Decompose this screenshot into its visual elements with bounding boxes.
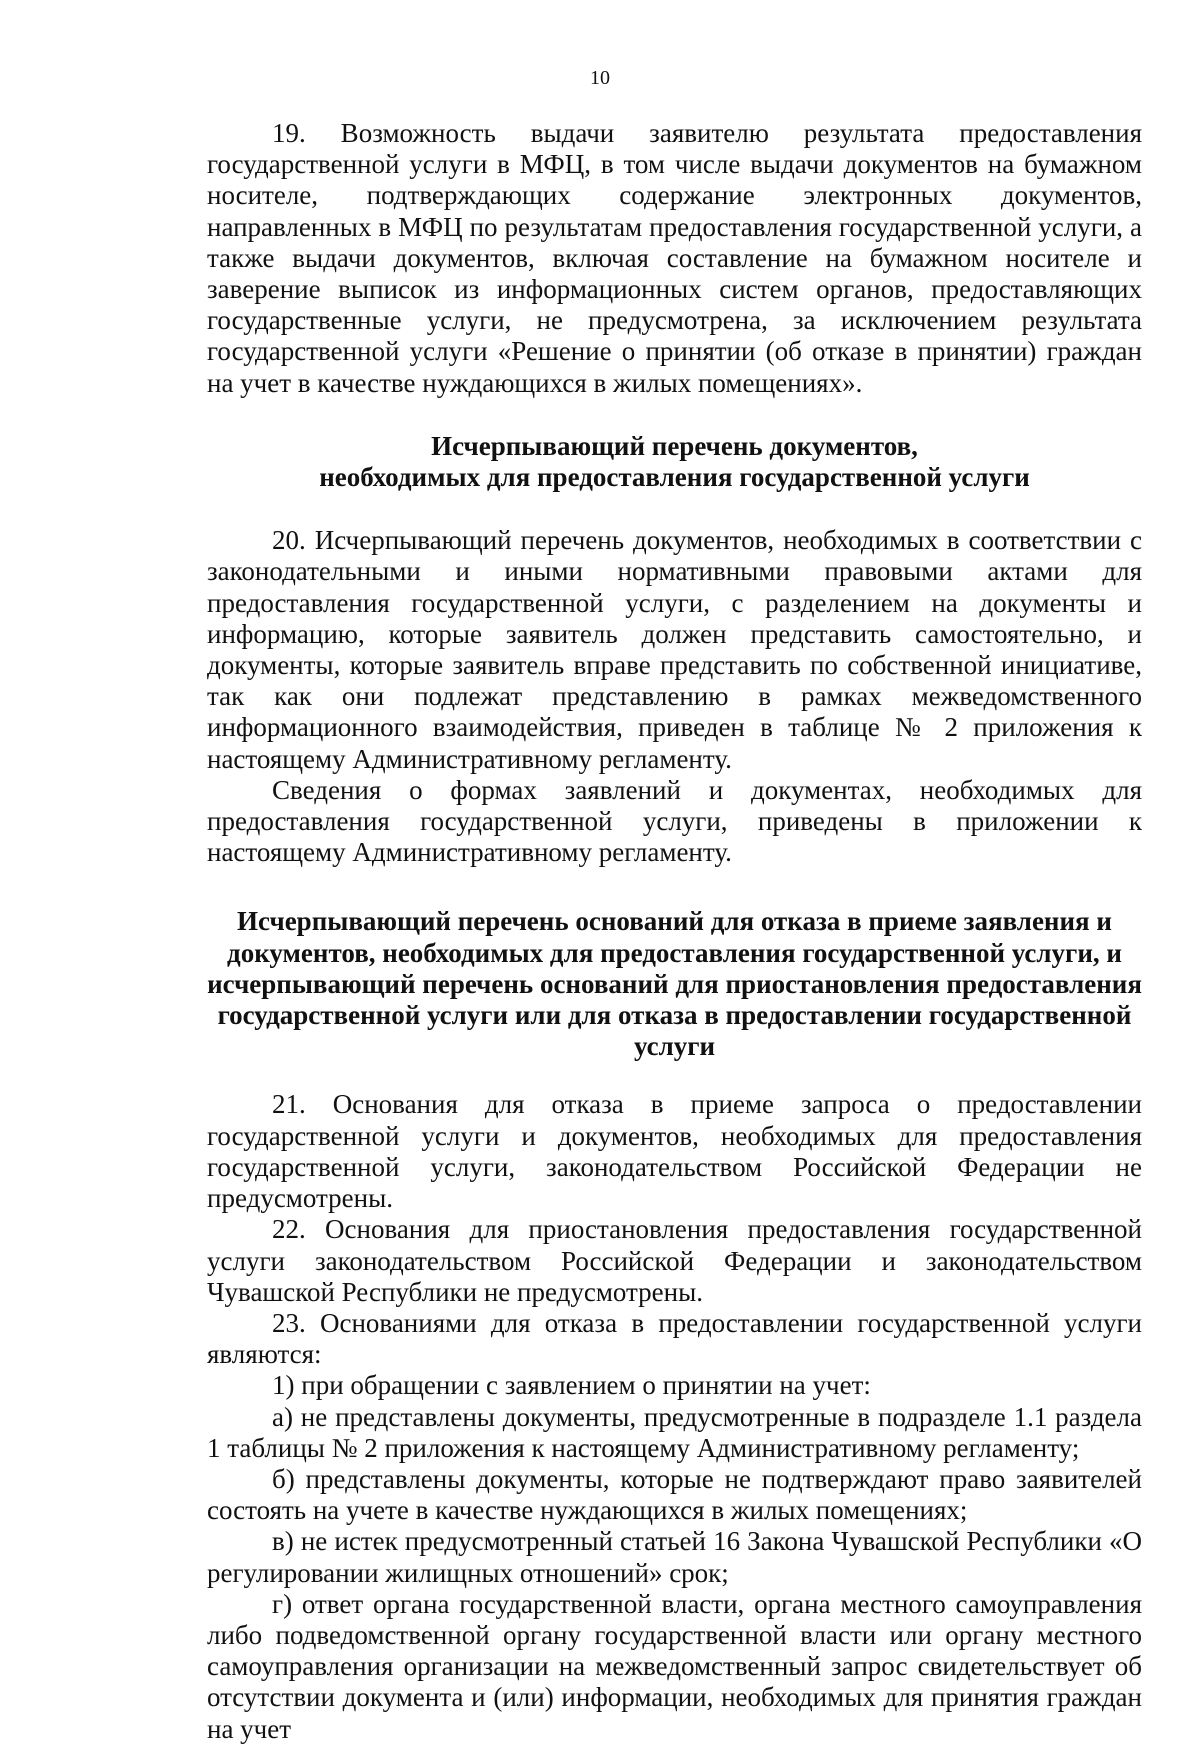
list-item-a: а) не представлены документы, предусмотренные в подразделе 1.1 раздела 1 таблицы № 2 приложения к настоящему Административному регламенту; — [207, 1401, 1142, 1463]
section-heading-grounds: Исчерпывающий перечень оснований для отказа в приеме заявления и документов, необходимых для предоставления государственной услуги, и исчерпывающий перечень оснований для приостановления предоставления государственной услуги или для отказа в предоставлении государственной услуги — [207, 906, 1142, 1062]
page-number: 10 — [590, 67, 610, 89]
document-body — [207, 118, 1142, 1745]
list-item-g: г) ответ органа государственной власти, органа местного самоуправления либо подведомственной органу государственной власти или органу местного самоуправления организации на межведомственный запрос свидетельствует об отсутствии документа и (или) информации, необходимых для принятия граждан на учет — [207, 1588, 1142, 1744]
list-item-1: 1) при обращении с заявлением о принятии на учет: — [272, 1370, 871, 1401]
list-item-v: в) не истек предусмотренный статьей 16 Закона Чувашской Республики «О регулировании жилищных отношений» срок; — [207, 1526, 1142, 1588]
paragraph-21: 21. Основания для отказа в приеме запроса о предоставлении государственной услуги и документов, необходимых для предоставления государственной услуги, законодательством Российской Федерации не предусмотрены. — [207, 1089, 1142, 1214]
section-heading-line-2: необходимых для предоставления государственной услуги — [319, 462, 1030, 493]
paragraph-19: 19. Возможность выдачи заявителю результата предоставления государственной услуги в МФЦ, в том числе выдачи документов на бумажном носителе, подтверждающих содержание электронных документов, направленных в МФЦ по результатам предоставления государственной услуги, а также выдачи документов, включая составление на бумажном носителе и заверение выписок из информационных систем органов, предоставляющих государственные услуги, не предусмотрена, за исключением результата государственной услуги «Решение о принятии (об отказе в принятии) граждан на учет в качестве нуждающихся в жилых помещениях». — [207, 118, 1142, 398]
paragraph-22: 22. Основания для приостановления предоставления государственной услуги законодательством Российской Федерации и законодательством Чувашской Республики не предусмотрены. — [207, 1214, 1142, 1307]
list-item-b: б) представлены документы, которые не подтверждают право заявителей состоять на учете в качестве нуждающихся в жилых помещениях; — [207, 1463, 1142, 1526]
section-heading-line-1: Исчерпывающий перечень документов, — [431, 430, 918, 461]
paragraph-20-continuation: Сведения о формах заявлений и документах, необходимых для предоставления государственной услуги, приведены в приложении к настоящему Административному регламенту. — [207, 774, 1142, 868]
paragraph-23: 23. Основаниями для отказа в предоставлении государственной услуги являются: — [207, 1307, 1142, 1370]
section-heading-documents — [207, 431, 1142, 493]
paragraph-20: 20. Исчерпывающий перечень документов, необходимых в соответствии с законодательными и иными нормативными правовыми актами для предоставления государственной услуги, с разделением на документы и информацию, которые заявитель должен представить самостоятельно, и документы, которые заявитель вправе представить по собственной инициативе, так как они подлежат представлению в рамках межведомственного информационного взаимодействия, приведен в таблице № 2 приложения к настоящему Административному регламенту. — [207, 525, 1142, 774]
